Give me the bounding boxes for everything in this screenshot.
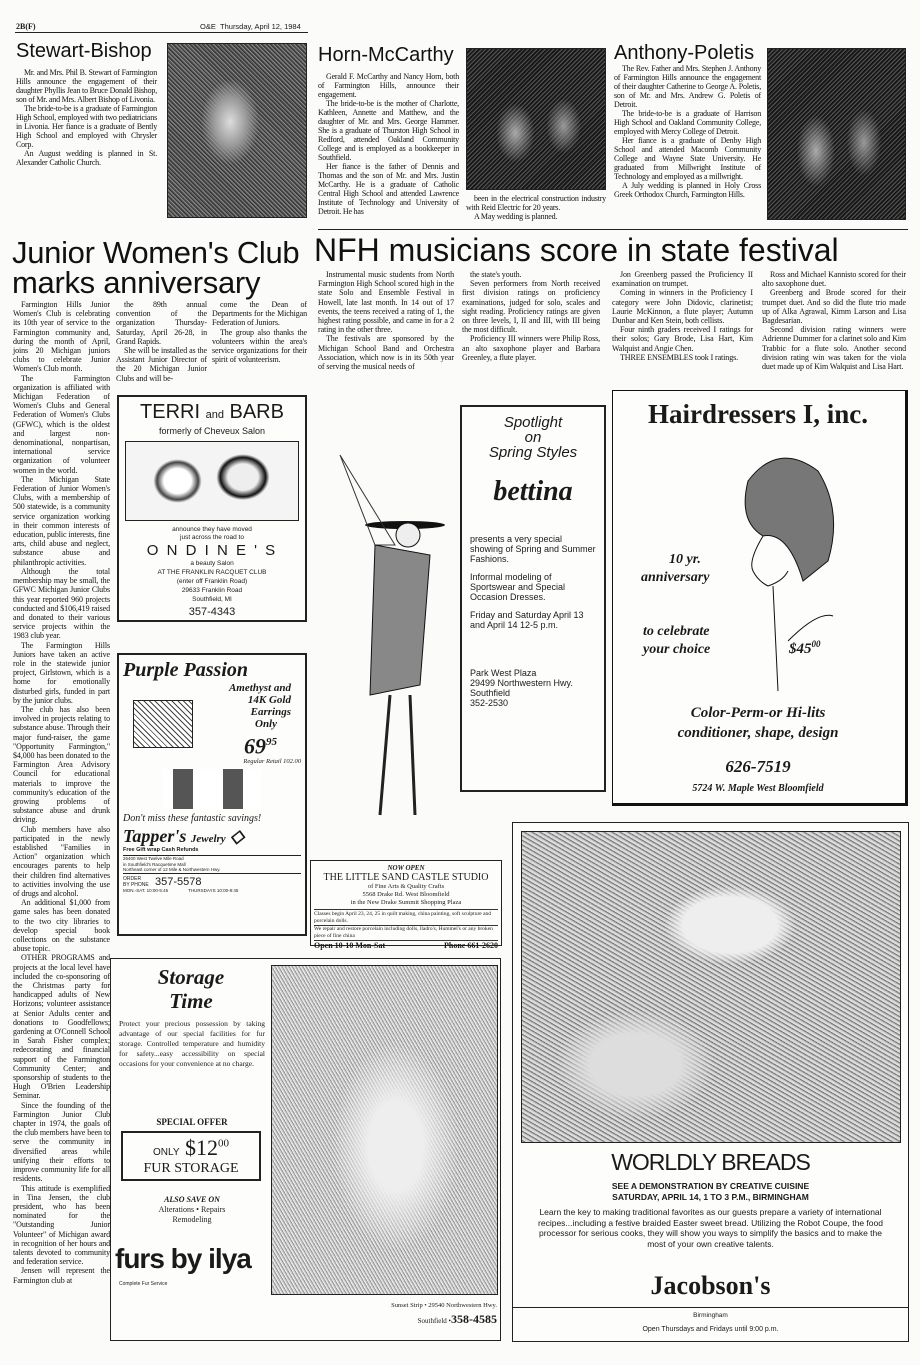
ad-text: ALSO SAVE ON xyxy=(164,1195,220,1204)
issue-date: Thursday, April 12, 1984 xyxy=(220,22,301,31)
ad-title: Time xyxy=(169,989,213,1013)
ad-dates: Friday and Saturday April 13 and April 14 12-5 p.m. xyxy=(470,610,584,630)
sand-castle-ad xyxy=(310,860,502,950)
paragraph: Proficiency III winners were Philip Ross, an alto saxophone player and Barbara Greenley, a flute player. xyxy=(462,334,600,362)
earrings-illustration-2 xyxy=(163,769,261,809)
ad-brand-sub: Jewelry xyxy=(190,833,226,846)
ad-text: (enter off Franklin Road) xyxy=(176,578,248,585)
paragraph: The Farmington Hills Juniors have taken an active role in the statewide junior project, Girlstown, which is a home for emotionally disturbed girls, funded in part by the junior clubs. xyxy=(13,640,110,705)
ad-text: ONLY xyxy=(153,1147,180,1158)
ad-text: presents a very special showing of Spring and Summer Fashions. xyxy=(470,534,596,564)
hairdressers-ad xyxy=(612,390,908,806)
stewart-bishop-photo xyxy=(167,43,307,218)
paragraph: The festivals are sponsored by the Michigan School Band and Orchestra Association, which now is in its 50th year of serving the musical needs of xyxy=(318,334,454,372)
paragraph: the state's youth. xyxy=(470,270,522,279)
paragraph: Coming in winners in the Proficiency I category were John Didovic, clarinetist; Laurie McKinnon, a flute player; Autumn Dunbar and Ken Stein, both cellists. xyxy=(612,288,753,326)
jwc-column-1 xyxy=(13,300,110,1285)
ad-title: Purple Passion xyxy=(123,659,249,681)
ad-offer-box xyxy=(121,1131,261,1181)
ad-anniversary xyxy=(641,551,709,587)
jacobsons-ad xyxy=(512,822,909,1342)
ad-title: Spring Styles xyxy=(488,444,578,461)
ad-text: Amethyst and xyxy=(228,682,291,694)
ad-text: anniversary xyxy=(641,570,710,585)
paragraph: Instrumental music students from North Farmington High School scored high in the state Solo and Ensemble Festival in Howell, late last month. In 14 out of 17 events, the teens received a rating of 1, the highest rating possible, and came in for a 2 rating in the other three. xyxy=(318,270,454,335)
nfh-column-2 xyxy=(462,270,600,362)
jwc-headline-line1: Junior Women's Club xyxy=(12,235,300,270)
header-rule xyxy=(15,32,308,33)
ad-text: Earrings xyxy=(250,706,291,718)
paragraph: THREE ENSEMBLES took I ratings. xyxy=(620,352,739,362)
ad-text: a beauty Salon xyxy=(190,560,234,567)
paragraph: Jon Greenberg passed the Proficiency II examination on trumpet. xyxy=(612,270,753,289)
ad-address: 29499 Northwestern Hwy. xyxy=(470,678,573,688)
ad-address: 26400 West Twelve Mile Road xyxy=(123,856,184,862)
paragraph: This attitude is exemplified in Tina Jensen, the club president, who has been nominated for the "Outstanding Junior Volunteer" of Michigan award in recognition of her hours and talents devoted to community and federation service. xyxy=(13,1183,110,1267)
ad-text: Protect your precious possession by taking advantage of our special facilities for fur storage. Controlled temperature and humidity for safety...easy accessibility on special occasions for your convenience at no charge. xyxy=(119,1019,265,1068)
fur-coat-photo xyxy=(271,965,498,1295)
ad-title: on xyxy=(524,429,542,446)
paragraph: come the Dean of Departments for the Michigan Federation of Juniors. xyxy=(212,300,307,328)
ad-address: in Southfield's Racquetime Mall xyxy=(123,861,186,867)
ad-rule xyxy=(513,1307,908,1308)
anthony-poletis-article xyxy=(614,64,761,199)
paragraph: Although the total membership may be small, the GFWC Michigan Junior Clubs this year reported 960 projects conducted and $106,419 raised and donated to their various service projects within the 1983 club year. xyxy=(13,566,110,641)
ad-location: Park West Plaza xyxy=(470,668,537,678)
paragraph: Her fiance is the father of Dennis and Thomas and the son of Mr. and Mrs. Justin McCarthy. He is a graduate of Catholic Central High School and attended Lawrence Institute of Technology and University of Detroit. He has xyxy=(318,162,459,216)
ad-title: Hairdressers I, inc. xyxy=(648,399,868,429)
nfh-column-1 xyxy=(318,270,454,371)
ad-address: Northeast corner of 12 Mile & Northwestern Hwy. xyxy=(123,867,221,873)
paragraph: Seven performers from North received first division ratings on proficiency examinations, judged for solo, scales and sight reading. Proficiency ratings are given on three levels, I, II and III, with III being the most difficult. xyxy=(462,279,600,335)
ad-hours: Open 10-10 Mon-Sat xyxy=(314,941,386,950)
ad-tagline: Don't miss these fantastic savings! xyxy=(123,813,262,825)
paragraph: An August wedding is planned in St. Alexander Catholic Church. xyxy=(16,149,157,167)
paragraph: The bride-to-be is the mother of Charlotte, Kathleen, Annette and Matthew, and the daughter of Mr. and Mrs. George Hammer. She is a graduate of Thurston High School in Redford, attended Oakland Community College and is employed as a bookkeeper in Southfield. xyxy=(318,99,459,162)
bread-photo xyxy=(521,831,901,1143)
ad-phone: Phone 661-2620 xyxy=(444,941,498,950)
price-cents: 00 xyxy=(218,1137,229,1150)
paragraph: The Rev. Father and Mrs. Stephen J. Anthony of Farmington Hills announce the engagement of their daughter Catherine to George A. Poletis, son of Mr. and Mrs. Andrew G. Poletis of Detroit. xyxy=(614,64,761,109)
ad-text: in the New Drake Summit Shopping Plaza xyxy=(350,899,462,906)
ad-text: Free Gift wrap Cash Refunds xyxy=(123,847,199,854)
ad-text: SPECIAL OFFER xyxy=(156,1117,228,1127)
ad-title-b: BARB xyxy=(229,401,284,423)
paragraph: Greenberg and Brode scored for their trumpet duet. And so did the flute trio made up of Alka Agrawal, Kimm Larson and Lisa Bagdesarian. xyxy=(762,288,906,326)
ad-hours: MON.-SAT. 10:00-5:45 xyxy=(123,887,169,893)
paragraph: The bride-to-be is a graduate of Harrison High School and Oakland Community College, employed with Mercy College of Detroit. xyxy=(614,109,761,136)
price-dollars: $12 xyxy=(185,1135,218,1160)
ad-text: Classes begin April 23, 24, 25 in quilt making, china painting, soft sculpture and porcelain dolls. xyxy=(314,909,498,924)
paragraph: Jensen will represent the Farmington club at xyxy=(13,1266,110,1285)
ad-address: 5568 Drake Rd. West Bloomfield xyxy=(362,891,450,898)
ad-text: We repair and restore porcelain including dolls, lladro's, Hummel's or any broken piece of fine china xyxy=(314,925,498,939)
ad-text: announce they have moved xyxy=(172,526,252,533)
stewart-bishop-heading: Stewart-Bishop xyxy=(16,40,152,62)
ad-text: Only xyxy=(255,718,277,730)
stewart-bishop-article xyxy=(16,68,157,167)
ad-brand-logo: furs by ilya xyxy=(115,1243,251,1274)
ad-brand-logo: Jacobson's xyxy=(650,1271,771,1300)
folio xyxy=(200,22,301,31)
paragraph: Since the founding of the Farmington Junior Club chapter in 1974, the goals of the club members have been to serve the community in diversified areas while unifying their efforts to improve community life for all residents. xyxy=(13,1100,110,1184)
ad-text: your choice xyxy=(643,642,711,657)
bettina-ad xyxy=(460,405,606,792)
paragraph: OTHER PROGRAMS and projects at the local level have included the co-sponsoring of the Christmas party for handicapped adults of New Horizons; volunteer assistance at Senior Adults center and donations to Goodfellows; gardening at O'Connell School in Sarah Fisher complex; redecorating and financial support of the Farmington Community Center; and sponsorship of students to the Hugh O'Brien Leadership Seminar. xyxy=(13,953,110,1101)
ad-text: 10 yr. xyxy=(669,552,701,567)
ad-phone: 626-7519 xyxy=(725,757,791,776)
ad-services: Color-Perm-or Hi-lits xyxy=(690,705,826,721)
diamond-icon: ◇ xyxy=(230,826,245,847)
jwc-headline-line2: marks anniversary xyxy=(12,265,261,300)
paragraph: Mr. and Mrs. Phil B. Stewart of Farmington Hills announce the engagement of their daughter Phyllis Jean to Bruce Donald Bishop, son of Mr. and Mrs. Albert Bishop of Livonia. xyxy=(16,68,157,104)
ad-text: Alterations • Repairs xyxy=(158,1205,226,1214)
purple-passion-ad xyxy=(117,653,307,936)
nfh-headline: NFH musicians score in state festival xyxy=(314,232,839,268)
paragraph: The Farmington organization is affiliated with Michigan Federation of Women's Clubs and General Federation of Women's Clubs (GFWC), which is the oldest and largest non-denominational, nonpartisan, international service organization of volunteer women in the world. xyxy=(13,373,110,475)
paragraph: the 89th annual convention of the organization Thursday-Saturday, April 26-28, in Grand Rapids. xyxy=(116,300,207,346)
ad-subhead: SEE A DEMONSTRATION BY CREATIVE CUISINE xyxy=(611,1181,810,1191)
ad-brand: Tapper's xyxy=(123,826,187,847)
ad-text: Remodeling xyxy=(172,1215,212,1224)
furs-by-ilya-ad xyxy=(110,958,501,1341)
ad-text: to celebrate xyxy=(643,624,710,639)
ad-city: Southfield • xyxy=(417,1317,451,1325)
paper-name: O&E xyxy=(200,22,216,31)
ad-text: ORDER BY PHONE xyxy=(123,875,149,888)
paragraph: A May wedding is planned. xyxy=(474,212,558,221)
jwc-column-3 xyxy=(212,300,307,364)
ad-address: Sunset Strip • 29540 Northwestern Hwy. xyxy=(391,1302,497,1309)
paragraph: Four ninth graders received I ratings for their solos; Gary Brode, Lisa Hart, Kim Walquist and Angie Chen. xyxy=(612,325,753,353)
ad-regular-price: Regular Retail 102.00 xyxy=(243,758,301,766)
horn-mccarthy-continued xyxy=(466,194,606,221)
woman-illustration xyxy=(708,441,848,691)
ad-salon-name: O N D I N E ' S xyxy=(146,542,278,559)
ad-text: FUR STORAGE xyxy=(143,1161,239,1176)
ad-hours: THURSDAYS 10:00-8:45 xyxy=(188,887,239,893)
ad-hours: Open Thursdays and Fridays until 9:00 p.m. xyxy=(642,1326,779,1333)
ad-text: just across the road to xyxy=(180,534,244,541)
nfh-column-4 xyxy=(762,270,906,371)
jwc-column-2 xyxy=(116,300,207,383)
anthony-poletis-photo xyxy=(767,48,906,220)
ad-price xyxy=(789,639,821,658)
ad-text: AT THE FRANKLIN RACQUET CLUB xyxy=(157,569,267,576)
ad-photo-models xyxy=(125,441,299,521)
ad-phone: 358-4585 xyxy=(451,1312,497,1326)
terri-barb-ad xyxy=(117,395,307,622)
page-number: 2B(F) xyxy=(16,22,36,31)
paragraph: Her fiance is a graduate of Denby High School and attended Macomb Community College and Wayne State University. He graduated from Millwright Institute of Technology and employed as a millwright. xyxy=(614,136,761,181)
ad-title: Spotlight xyxy=(503,414,563,431)
ad-address: 29633 Franklin Road xyxy=(181,587,243,594)
horn-mccarthy-heading: Horn-McCarthy xyxy=(318,44,454,66)
ad-phone: 352-2530 xyxy=(470,698,509,708)
section-rule xyxy=(318,229,908,230)
ad-title: THE LITTLE SAND CASTLE STUDIO xyxy=(323,872,489,883)
earrings-illustration xyxy=(133,700,193,748)
ad-text: Complete Fur Service xyxy=(119,1281,168,1287)
horn-mccarthy-article xyxy=(318,72,459,216)
ad-text: Informal modeling of Sportswear and Special Occasion Dresses. xyxy=(470,572,566,602)
paragraph: The club has also been involved in projects relating to substance abuse. Through their major fund-raiser, the game "Opportunity Farmington," $4,000 has been donated to the Farmington Area Advisory Council for educational materials to improve the community's education of the growing problems of substance abuse and drunk driving. xyxy=(13,704,110,825)
paragraph: Club members have also participated in the newly established "Families in Action" organization which encourages parents to help their children find alternatives to activities involving the use of drugs and alcohol. xyxy=(13,824,110,898)
paragraph: Gerald F. McCarthy and Nancy Horn, both of Farmington Hills, announce their engagement. xyxy=(318,72,459,99)
ad-text: NOW OPEN xyxy=(387,864,425,872)
paragraph: Farmington Hills Junior Women's Club is celebrating its 10th year of service to the Farmington community and, during the month of April, joins 20 Michigan juniors clubs to celebrate Junior Women's Club month. xyxy=(13,300,110,374)
paragraph: The bride-to-be is a graduate of Farmington High School, employed with two pediatricians in Livonia. Her fiance is a graduate of Bently High School and employed with Chrysler Corp. xyxy=(16,104,157,149)
ad-city: Birmingham xyxy=(693,1312,728,1319)
paragraph: Ross and Michael Kannisto scored for their alto saxophone duet. xyxy=(762,270,906,289)
paragraph: The group also thanks the volunteers within the area's service organizations for their spirit of volunteerism. xyxy=(212,327,307,365)
nfh-column-3 xyxy=(612,270,753,362)
ad-title: WORLDLY BREADS xyxy=(611,1149,810,1175)
ad-address: 5724 W. Maple West Bloomfield xyxy=(692,783,824,794)
ad-brand-logo: bettina xyxy=(493,476,573,507)
paragraph: been in the electrical construction industry with Reid Electric for 20 years. xyxy=(466,194,606,212)
ad-text: Learn the key to making traditional favorites as our guests prepare a variety of international recipes...including a festive braided Easter sweet bread. Utilizing the Robot Coupe, the food processor for serious cooks, they will show you ways to simplify the basics and to make the most of your own creative talents. xyxy=(538,1207,883,1249)
ad-text: 14K Gold xyxy=(247,694,291,706)
price-cents: 95 xyxy=(266,736,277,748)
ad-services: conditioner, shape, design xyxy=(677,725,839,741)
ad-city: Southfield xyxy=(470,688,511,698)
price-dollars: 69 xyxy=(244,733,266,759)
ad-text: of Fine Arts & Quality Crafts xyxy=(367,883,445,890)
ad-phone: 357-4343 xyxy=(188,606,236,618)
ad-subhead: SATURDAY, APRIL 14, 1 TO 3 P.M., BIRMINGHAM xyxy=(612,1192,809,1202)
jwc-headline xyxy=(12,235,300,300)
price-cents: 00 xyxy=(811,639,821,649)
price-dollars: $45 xyxy=(789,641,812,657)
ad-title-and: and xyxy=(205,409,224,421)
horn-mccarthy-photo xyxy=(466,48,606,190)
paragraph: The Michigan State Federation of Junior Women's Clubs, with a membership of 500 statewide, is a community service organization working in their common interests of education, public interests, fine arts, child abuse and neglect, substance abuse and philanthropic activities. xyxy=(13,474,110,567)
ad-city: Southfield, MI xyxy=(192,596,232,603)
paragraph: A July wedding is planned in Holy Cross Greek Orthodox Church, Farmington Hills. xyxy=(614,181,761,199)
ad-subtitle: formerly of Cheveux Salon xyxy=(158,426,266,436)
paragraph: Second division rating winners were Adrienne Dummer for a clarinet solo and Kim Trabbic for a flute solo. Another second division rating win was taken for the viola duet made up of Kim Walquist and Lisa Hart. xyxy=(762,325,906,372)
ad-title: TERRI xyxy=(140,401,201,423)
ad-title: Storage xyxy=(157,965,225,989)
ad-phone: 357-5578 xyxy=(155,875,202,888)
paragraph: An additional $1,000 from game sales has been donated to the two city libraries to develop special book collections on the substance abuse topic. xyxy=(13,898,110,954)
paragraph: She will be installed as the Assistant Junior Director of the 20 Michigan Junior Clubs and will be- xyxy=(116,346,207,383)
fashion-illustration xyxy=(320,395,455,835)
anthony-poletis-heading: Anthony-Poletis xyxy=(614,42,755,64)
